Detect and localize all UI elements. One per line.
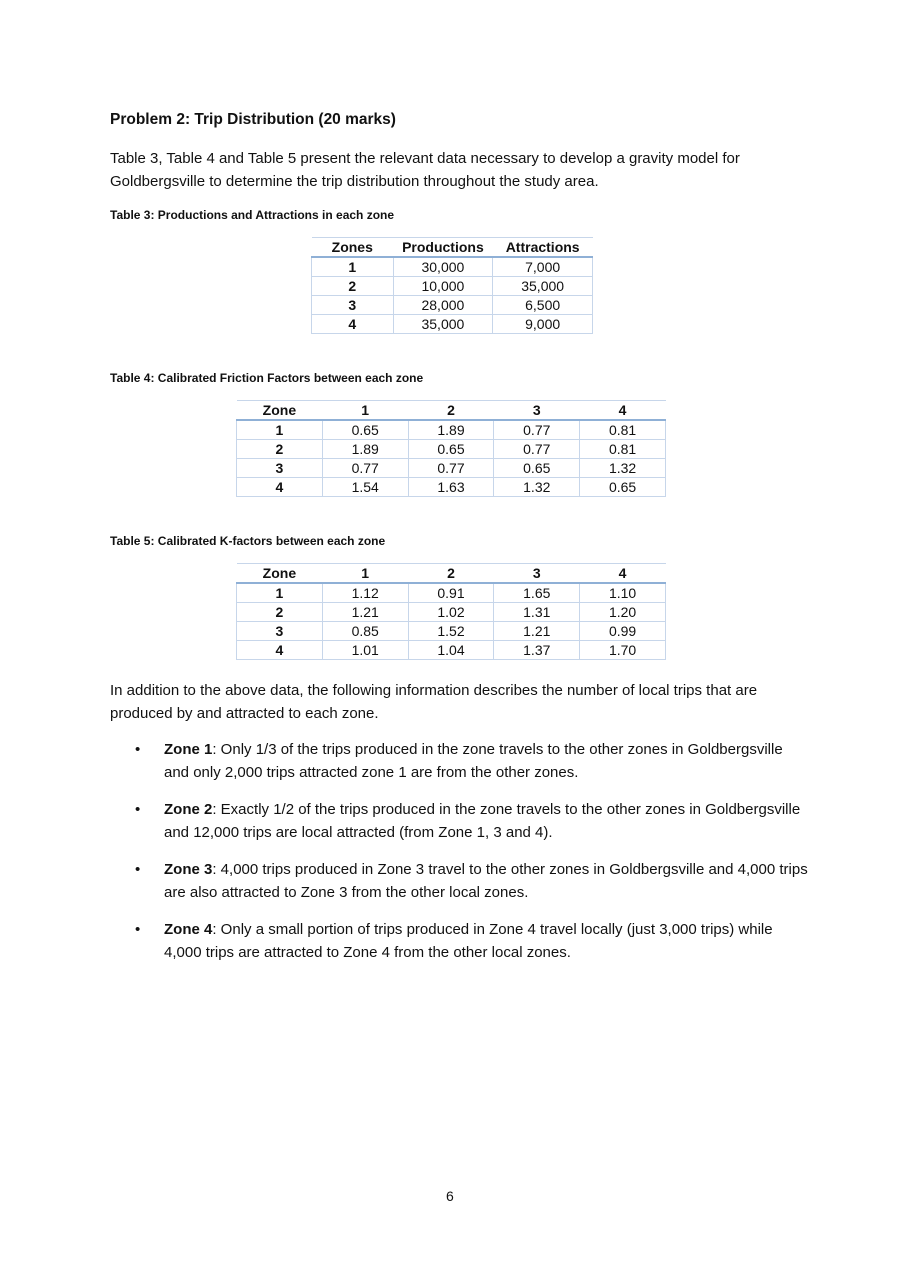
table5-header: Zone bbox=[237, 564, 323, 584]
table-row bbox=[237, 622, 666, 641]
table-cell: 1 bbox=[237, 420, 323, 440]
table3-header: Attractions bbox=[493, 238, 593, 258]
intro-paragraph: Table 3, Table 4 and Table 5 present the relevant data necessary to develop a gravity model for Goldbergsville to determine the trip distribution throughout the study area. bbox=[110, 150, 740, 190]
problem-heading: Problem 2: Trip Distribution (20 marks) bbox=[110, 111, 396, 128]
table-cell: 3 bbox=[237, 459, 323, 478]
table-row bbox=[237, 459, 666, 478]
table-cell: 10,000 bbox=[393, 277, 493, 296]
table-cell: 1.21 bbox=[322, 603, 408, 622]
table-row bbox=[312, 277, 593, 296]
table-cell: 30,000 bbox=[393, 257, 493, 277]
table5-header: 3 bbox=[494, 564, 580, 584]
table-cell: 1.89 bbox=[322, 440, 408, 459]
table5-header: 2 bbox=[408, 564, 494, 584]
list-item bbox=[110, 798, 810, 844]
table-cell: 2 bbox=[237, 440, 323, 459]
table-cell: 3 bbox=[237, 622, 323, 641]
table-cell: 28,000 bbox=[393, 296, 493, 315]
zone-label: Zone 1 bbox=[164, 741, 213, 758]
zone-label: Zone 3 bbox=[164, 861, 213, 878]
table-cell: 0.65 bbox=[408, 440, 494, 459]
table-cell: 0.65 bbox=[494, 459, 580, 478]
table4-header: 3 bbox=[494, 401, 580, 421]
table-cell: 1.20 bbox=[580, 603, 666, 622]
table-cell: 35,000 bbox=[393, 315, 493, 334]
bullet-icon: • bbox=[135, 741, 141, 758]
table-cell: 1.70 bbox=[580, 641, 666, 660]
table-cell: 1.02 bbox=[408, 603, 494, 622]
table5-header: 4 bbox=[580, 564, 666, 584]
table3 bbox=[311, 237, 593, 334]
table-cell: 3 bbox=[312, 296, 394, 315]
table-cell: 0.77 bbox=[494, 440, 580, 459]
zone-label: Zone 2 bbox=[164, 801, 213, 818]
table-cell: 1.32 bbox=[580, 459, 666, 478]
table-cell: 9,000 bbox=[493, 315, 593, 334]
table-cell: 0.81 bbox=[580, 440, 666, 459]
table-cell: 1.21 bbox=[494, 622, 580, 641]
zone-label: Zone 4 bbox=[164, 921, 213, 938]
table-cell: 7,000 bbox=[493, 257, 593, 277]
zone-description: : Only a small portion of trips produced in Zone 4 travel locally (just 3,000 trips) while 4,000 trips are attracted to Zone 4 from the other local zones. bbox=[164, 921, 773, 961]
bullet-icon: • bbox=[135, 801, 141, 818]
table-row bbox=[237, 478, 666, 497]
table-cell: 0.99 bbox=[580, 622, 666, 641]
list-item bbox=[110, 858, 810, 904]
table-cell: 1.32 bbox=[494, 478, 580, 497]
local-trips-paragraph: In addition to the above data, the following information describes the number of local trips that are produced by and attracted to each zone. bbox=[110, 682, 758, 722]
zone-bullet-list bbox=[110, 738, 810, 978]
table3-header: Productions bbox=[393, 238, 493, 258]
table4-header: Zone bbox=[237, 401, 323, 421]
table4-caption: Table 4: Calibrated Friction Factors between each zone bbox=[110, 371, 424, 385]
table-cell: 1.52 bbox=[408, 622, 494, 641]
table-row bbox=[237, 603, 666, 622]
table5-caption: Table 5: Calibrated K-factors between each zone bbox=[110, 534, 386, 548]
table-row bbox=[312, 296, 593, 315]
zone-description: : Only 1/3 of the trips produced in the zone travels to the other zones in Goldbergsville and only 2,000 trips attracted zone 1 are from the other zones. bbox=[164, 741, 783, 781]
table-cell: 0.91 bbox=[408, 583, 494, 603]
table4-header: 1 bbox=[322, 401, 408, 421]
table3-caption: Table 3: Productions and Attractions in each zone bbox=[110, 208, 395, 222]
table-cell: 0.65 bbox=[580, 478, 666, 497]
table-row bbox=[237, 641, 666, 660]
table-cell: 1.04 bbox=[408, 641, 494, 660]
table-cell: 4 bbox=[312, 315, 394, 334]
zone-description: : 4,000 trips produced in Zone 3 travel to the other zones in Goldbergsville and 4,000 trips are also attracted to Zone 3 from the other local zones. bbox=[164, 861, 808, 901]
table-cell: 1.31 bbox=[494, 603, 580, 622]
table-cell: 0.77 bbox=[408, 459, 494, 478]
zone-description: : Exactly 1/2 of the trips produced in the zone travels to the other zones in Goldbergsville and 12,000 trips are local attracted (from Zone 1, 3 and 4). bbox=[164, 801, 801, 841]
table-row bbox=[237, 420, 666, 440]
table3-header: Zones bbox=[312, 238, 394, 258]
table4-header: 4 bbox=[580, 401, 666, 421]
table5 bbox=[236, 563, 666, 660]
table4 bbox=[236, 400, 666, 497]
table-cell: 0.77 bbox=[494, 420, 580, 440]
table-cell: 1 bbox=[237, 583, 323, 603]
table-cell: 1.01 bbox=[322, 641, 408, 660]
table-cell: 1 bbox=[312, 257, 394, 277]
table-row bbox=[237, 440, 666, 459]
table-cell: 1.37 bbox=[494, 641, 580, 660]
table-cell: 1.63 bbox=[408, 478, 494, 497]
table-cell: 35,000 bbox=[493, 277, 593, 296]
table-cell: 0.81 bbox=[580, 420, 666, 440]
page-number: 6 bbox=[446, 1188, 454, 1204]
table-cell: 0.77 bbox=[322, 459, 408, 478]
table-cell: 6,500 bbox=[493, 296, 593, 315]
table-cell: 1.54 bbox=[322, 478, 408, 497]
table-row bbox=[312, 257, 593, 277]
table-cell: 4 bbox=[237, 478, 323, 497]
table-cell: 0.85 bbox=[322, 622, 408, 641]
list-item bbox=[110, 918, 810, 964]
table5-header: 1 bbox=[322, 564, 408, 584]
bullet-icon: • bbox=[135, 921, 141, 938]
table-cell: 1.65 bbox=[494, 583, 580, 603]
table-row bbox=[237, 583, 666, 603]
table-cell: 1.10 bbox=[580, 583, 666, 603]
table-cell: 4 bbox=[237, 641, 323, 660]
list-item bbox=[110, 738, 810, 784]
table-cell: 0.65 bbox=[322, 420, 408, 440]
table-cell: 1.12 bbox=[322, 583, 408, 603]
bullet-icon: • bbox=[135, 861, 141, 878]
table-row bbox=[312, 315, 593, 334]
table-cell: 2 bbox=[312, 277, 394, 296]
table4-header: 2 bbox=[408, 401, 494, 421]
table-cell: 1.89 bbox=[408, 420, 494, 440]
table-cell: 2 bbox=[237, 603, 323, 622]
